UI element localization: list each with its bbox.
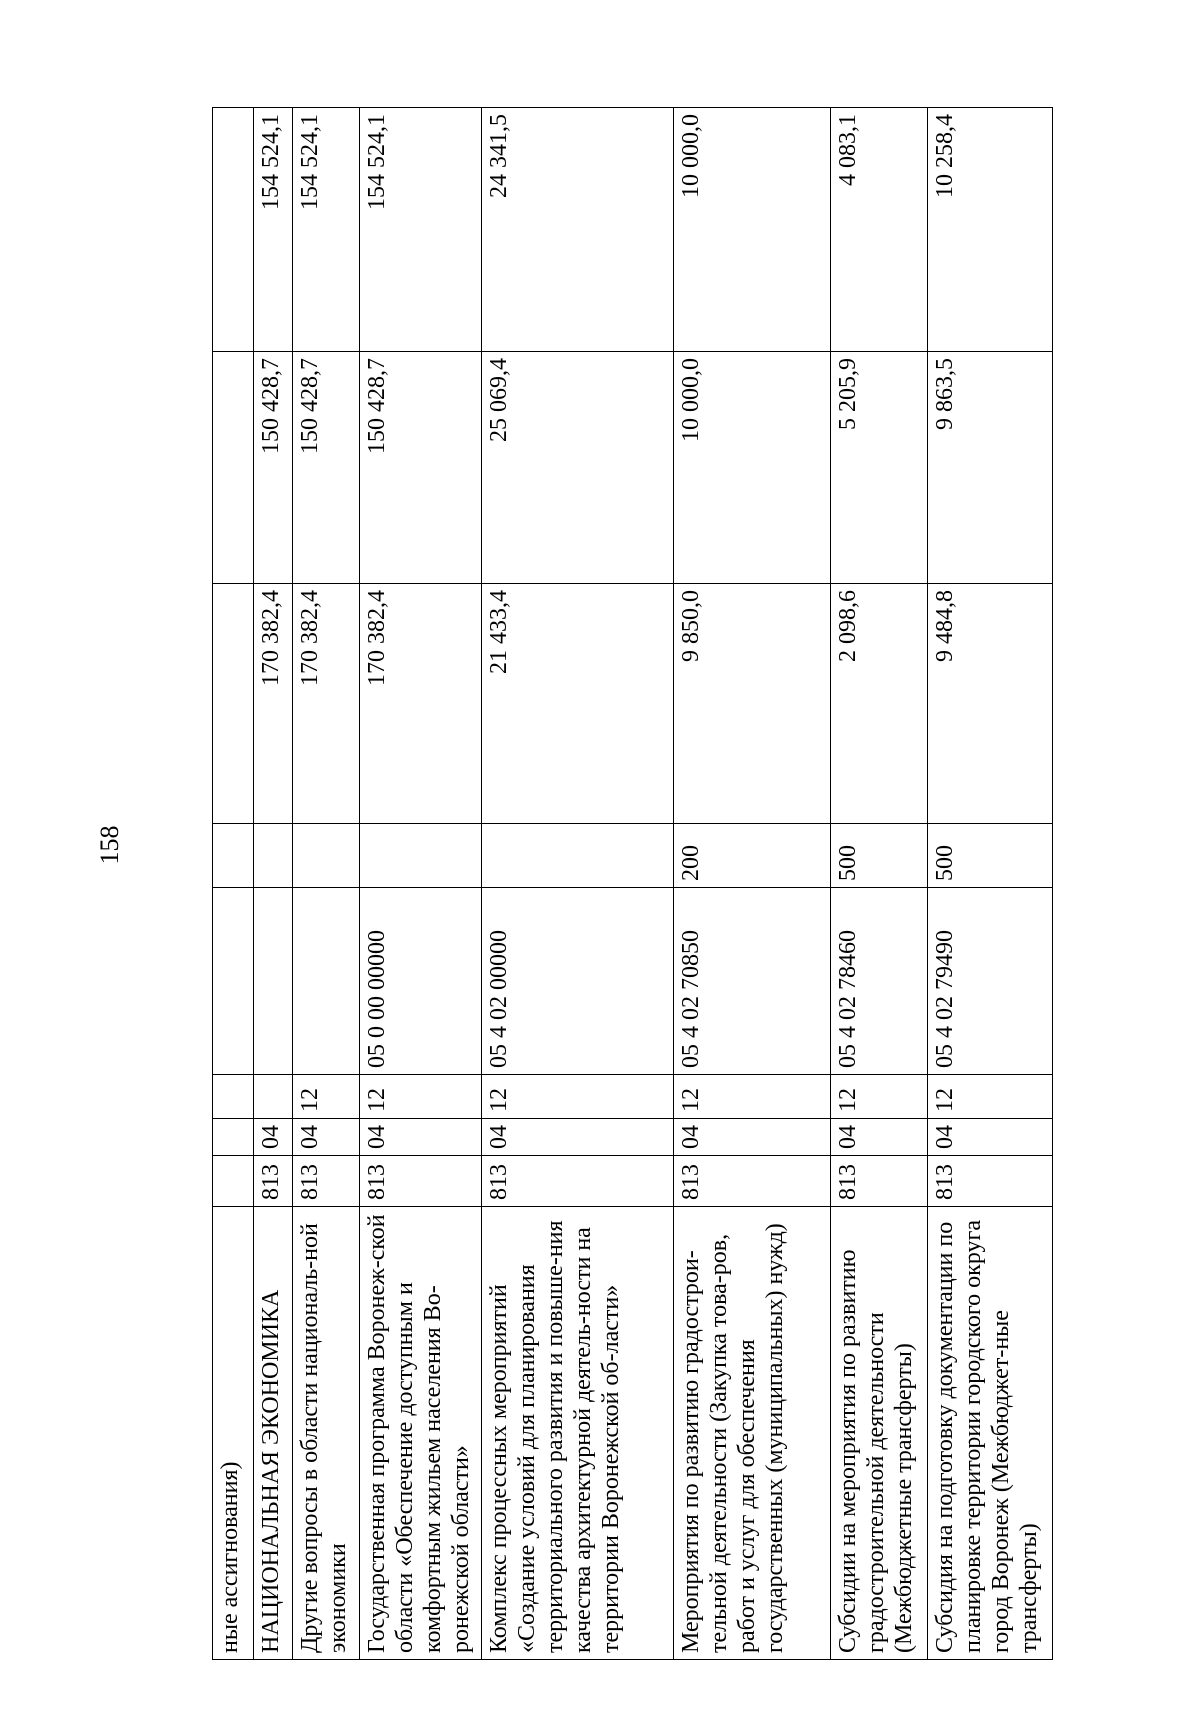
sum-year2-cell: 10 000,0 bbox=[674, 352, 831, 584]
pr-cell bbox=[213, 1075, 254, 1119]
sum-year3-cell: 10 000,0 bbox=[674, 108, 831, 352]
vr-cell bbox=[254, 824, 293, 888]
pr-cell bbox=[254, 1075, 293, 1119]
table-row bbox=[482, 108, 674, 1660]
sum-year1-cell bbox=[213, 584, 254, 824]
pr-cell: 12 bbox=[360, 1075, 482, 1119]
rz-cell: 04 bbox=[482, 1119, 674, 1156]
ved-cell: 813 bbox=[482, 1156, 674, 1207]
csr-cell: 05 4 02 79490 bbox=[928, 888, 1053, 1075]
ved-cell: 813 bbox=[293, 1156, 360, 1207]
row-name-cell: Субсидии на мероприятия по развитию градостроительной деятельности (Межбюджетные трансферты) bbox=[831, 1207, 928, 1660]
csr-cell: 05 0 00 00000 bbox=[360, 888, 482, 1075]
vr-cell bbox=[293, 824, 360, 888]
sum-year3-cell: 24 341,5 bbox=[482, 108, 674, 352]
csr-cell bbox=[213, 888, 254, 1075]
ved-cell: 813 bbox=[254, 1156, 293, 1207]
vr-cell: 500 bbox=[831, 824, 928, 888]
table-row bbox=[674, 108, 831, 1660]
sum-year1-cell: 2 098,6 bbox=[831, 584, 928, 824]
sum-year3-cell: 154 524,1 bbox=[254, 108, 293, 352]
csr-cell: 05 4 02 70850 bbox=[674, 888, 831, 1075]
table-row bbox=[360, 108, 482, 1660]
sum-year2-cell: 9 863,5 bbox=[928, 352, 1053, 584]
sum-year2-cell: 150 428,7 bbox=[254, 352, 293, 584]
rz-cell: 04 bbox=[674, 1119, 831, 1156]
rz-cell: 04 bbox=[293, 1119, 360, 1156]
sum-year1-cell: 21 433,4 bbox=[482, 584, 674, 824]
sum-year1-cell: 170 382,4 bbox=[293, 584, 360, 824]
csr-cell bbox=[293, 888, 360, 1075]
row-name-cell: Мероприятия по развитию градострои-тельной деятельности (Закупка това-ров, работ и услуг для обеспечения государственных (муниципальных) нужд) bbox=[674, 1207, 831, 1660]
ved-cell bbox=[213, 1156, 254, 1207]
table-row bbox=[254, 108, 293, 1660]
sum-year2-cell: 25 069,4 bbox=[482, 352, 674, 584]
sum-year1-cell: 170 382,4 bbox=[254, 584, 293, 824]
sum-year2-cell: 150 428,7 bbox=[360, 352, 482, 584]
row-name-cell: Государственная программа Воронеж-ской области «Обеспечение доступным и комфортным жильем населения Во-ронежской области» bbox=[360, 1207, 482, 1660]
row-name-cell: Другие вопросы в области националь-ной экономики bbox=[293, 1207, 360, 1660]
vr-cell bbox=[360, 824, 482, 888]
rz-cell bbox=[213, 1119, 254, 1156]
pr-cell: 12 bbox=[293, 1075, 360, 1119]
sum-year2-cell bbox=[213, 352, 254, 584]
rz-cell: 04 bbox=[831, 1119, 928, 1156]
table-row bbox=[213, 108, 254, 1660]
row-name-cell: ные ассигнования) bbox=[213, 1207, 254, 1660]
sum-year3-cell bbox=[213, 108, 254, 352]
csr-cell: 05 4 02 78460 bbox=[831, 888, 928, 1075]
vr-cell bbox=[213, 824, 254, 888]
sum-year3-cell: 154 524,1 bbox=[360, 108, 482, 352]
csr-cell: 05 4 02 00000 bbox=[482, 888, 674, 1075]
budget-table bbox=[212, 107, 1053, 1660]
sum-year2-cell: 5 205,9 bbox=[831, 352, 928, 584]
table-row bbox=[831, 108, 928, 1660]
pr-cell: 12 bbox=[831, 1075, 928, 1119]
csr-cell bbox=[254, 888, 293, 1075]
table-row bbox=[293, 108, 360, 1660]
pr-cell: 12 bbox=[928, 1075, 1053, 1119]
rz-cell: 04 bbox=[360, 1119, 482, 1156]
sum-year2-cell: 150 428,7 bbox=[293, 352, 360, 584]
pr-cell: 12 bbox=[674, 1075, 831, 1119]
pr-cell: 12 bbox=[482, 1075, 674, 1119]
sum-year3-cell: 10 258,4 bbox=[928, 108, 1053, 352]
sum-year1-cell: 9 484,8 bbox=[928, 584, 1053, 824]
vr-cell: 200 bbox=[674, 824, 831, 888]
table-row bbox=[928, 108, 1053, 1660]
vr-cell: 500 bbox=[928, 824, 1053, 888]
sum-year3-cell: 154 524,1 bbox=[293, 108, 360, 352]
ved-cell: 813 bbox=[928, 1156, 1053, 1207]
page-number: 158 bbox=[95, 825, 124, 865]
rz-cell: 04 bbox=[928, 1119, 1053, 1156]
ved-cell: 813 bbox=[360, 1156, 482, 1207]
ved-cell: 813 bbox=[831, 1156, 928, 1207]
vr-cell bbox=[482, 824, 674, 888]
rz-cell: 04 bbox=[254, 1119, 293, 1156]
sum-year1-cell: 170 382,4 bbox=[360, 584, 482, 824]
row-name-cell: Субсидия на подготовку документации по планировке территории городского округа город Воронеж (Межбюджет-ные трансферты) bbox=[928, 1207, 1053, 1660]
ved-cell: 813 bbox=[674, 1156, 831, 1207]
row-name-cell: Комплекс процессных мероприятий «Создание условий для планирования территориального развития и повыше-ния качества архитектурной деятель-ности на территории Воронежской об-ласти» bbox=[482, 1207, 674, 1660]
rotated-table-container bbox=[212, 108, 1082, 1660]
sum-year1-cell: 9 850,0 bbox=[674, 584, 831, 824]
sum-year3-cell: 4 083,1 bbox=[831, 108, 928, 352]
row-name-cell: НАЦИОНАЛЬНАЯ ЭКОНОМИКА bbox=[254, 1207, 293, 1660]
